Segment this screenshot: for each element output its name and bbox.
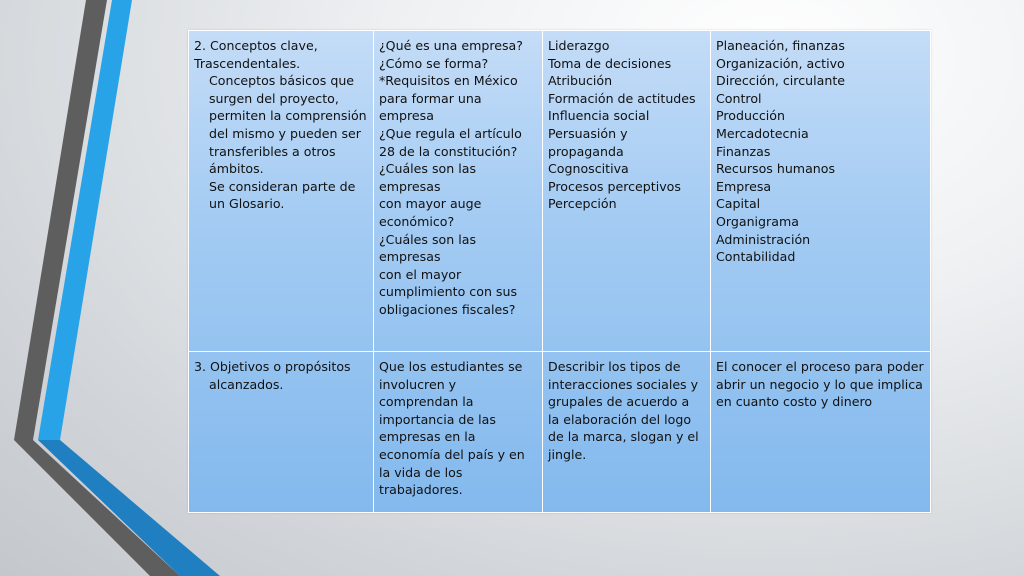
cell-line: economía del país y en (379, 446, 525, 462)
cell-line: Conceptos básicos que (209, 73, 355, 89)
table-cell (189, 352, 374, 513)
cell-line: la elaboración del logo (548, 411, 692, 427)
cell-line: grupales de acuerdo a (548, 394, 690, 410)
cell-line: trabajadores. (379, 482, 463, 498)
table-cell (711, 352, 931, 513)
cell-line: Planeación, finanzas (716, 38, 845, 53)
cell-line: permiten la comprensión (209, 108, 367, 124)
cell-line: Recursos humanos (716, 161, 836, 177)
table-row (189, 352, 931, 513)
cell-line: Formación de actitudes (548, 90, 696, 106)
cell-line: comprendan la (379, 394, 474, 410)
cell-line: *Requisitos en México (379, 73, 518, 89)
cell-line: ¿Que regula el artículo (379, 125, 522, 141)
table-cell (374, 31, 543, 352)
cell-line: jingle. (548, 446, 587, 462)
cell-line: propaganda (548, 143, 624, 159)
cell-line: Que los estudiantes se (379, 359, 523, 374)
table-cell (374, 352, 543, 513)
table-cell (543, 31, 711, 352)
table-cell (189, 31, 374, 352)
cell-line: importancia de las (379, 411, 496, 427)
cell-line: con mayor auge (379, 196, 482, 212)
cell-line: obligaciones fiscales? (379, 301, 516, 317)
cell-line: ámbitos. (209, 161, 264, 177)
table-row (189, 31, 931, 352)
cell-line: económico? (379, 213, 455, 229)
cell-line: Atribución (548, 73, 613, 89)
cell-line: 28 de la constitución? (379, 143, 518, 159)
cell-line: surgen del proyecto, (209, 90, 339, 106)
cell-line: ¿Cuáles son las empresas (379, 231, 477, 265)
content-table (188, 30, 931, 513)
cell-line: Capital (716, 196, 761, 212)
cell-line: 2. Conceptos clave, (194, 38, 318, 53)
cell-line: cumplimiento con sus (379, 284, 518, 300)
cell-line: con el mayor (379, 266, 462, 282)
cell-line: Percepción (548, 196, 617, 212)
cell-line: interacciones sociales y (548, 376, 699, 392)
cell-line: Administración (716, 231, 811, 247)
table-cell (543, 352, 711, 513)
cell-line: transferibles a otros (209, 143, 336, 159)
cell-line: Persuasión y (548, 125, 628, 141)
cell-line: Contabilidad (716, 249, 796, 265)
cell-line: ¿Cuáles son las empresas (379, 161, 477, 194)
cell-line: Liderazgo (548, 38, 610, 53)
cell-line: Finanzas (716, 143, 771, 159)
cell-line: Control (716, 90, 762, 106)
cell-line: Cognoscitiva (548, 161, 629, 177)
cell-line: involucren y (379, 376, 457, 392)
cell-line: ¿Cómo se forma? (379, 55, 489, 71)
dark-gray-stripe-lower (14, 440, 180, 576)
cell-line: Mercadotecnia (716, 125, 809, 141)
cell-line: de la marca, slogan y el (548, 429, 699, 445)
cell-line: Se consideran parte de (209, 178, 356, 194)
cell-line: del mismo y pueden ser (209, 125, 361, 141)
cell-line: ¿Qué es una empresa? (379, 38, 523, 53)
cell-line: Producción (716, 108, 785, 124)
cell-line: para formar una (379, 90, 482, 106)
cell-line: Toma de decisiones (548, 55, 672, 71)
cell-line: Dirección, circulante (716, 73, 845, 89)
cell-line: Empresa (716, 178, 772, 194)
cell-line: Organización, activo (716, 55, 845, 71)
cell-line: empresas en la (379, 429, 476, 445)
cell-line: Organigrama (716, 213, 799, 229)
cell-line: un Glosario. (209, 196, 285, 212)
cell-line: Procesos perceptivos (548, 178, 681, 194)
cell-line: El conocer el proceso para poder (716, 359, 924, 374)
cell-line: la vida de los (379, 464, 463, 480)
cell-line: Trascendentales. (194, 55, 301, 71)
cell-line: Describir los tipos de (548, 359, 681, 374)
cell-line: en cuanto costo y dinero (716, 394, 873, 410)
cell-line: abrir un negocio y lo que implica (716, 376, 923, 392)
cell-line: alcanzados. (209, 376, 284, 392)
cell-line: Influencia social (548, 108, 650, 124)
cell-line: empresa (379, 108, 434, 124)
table-cell (711, 31, 931, 352)
cell-line: 3. Objetivos o propósitos (194, 359, 351, 374)
